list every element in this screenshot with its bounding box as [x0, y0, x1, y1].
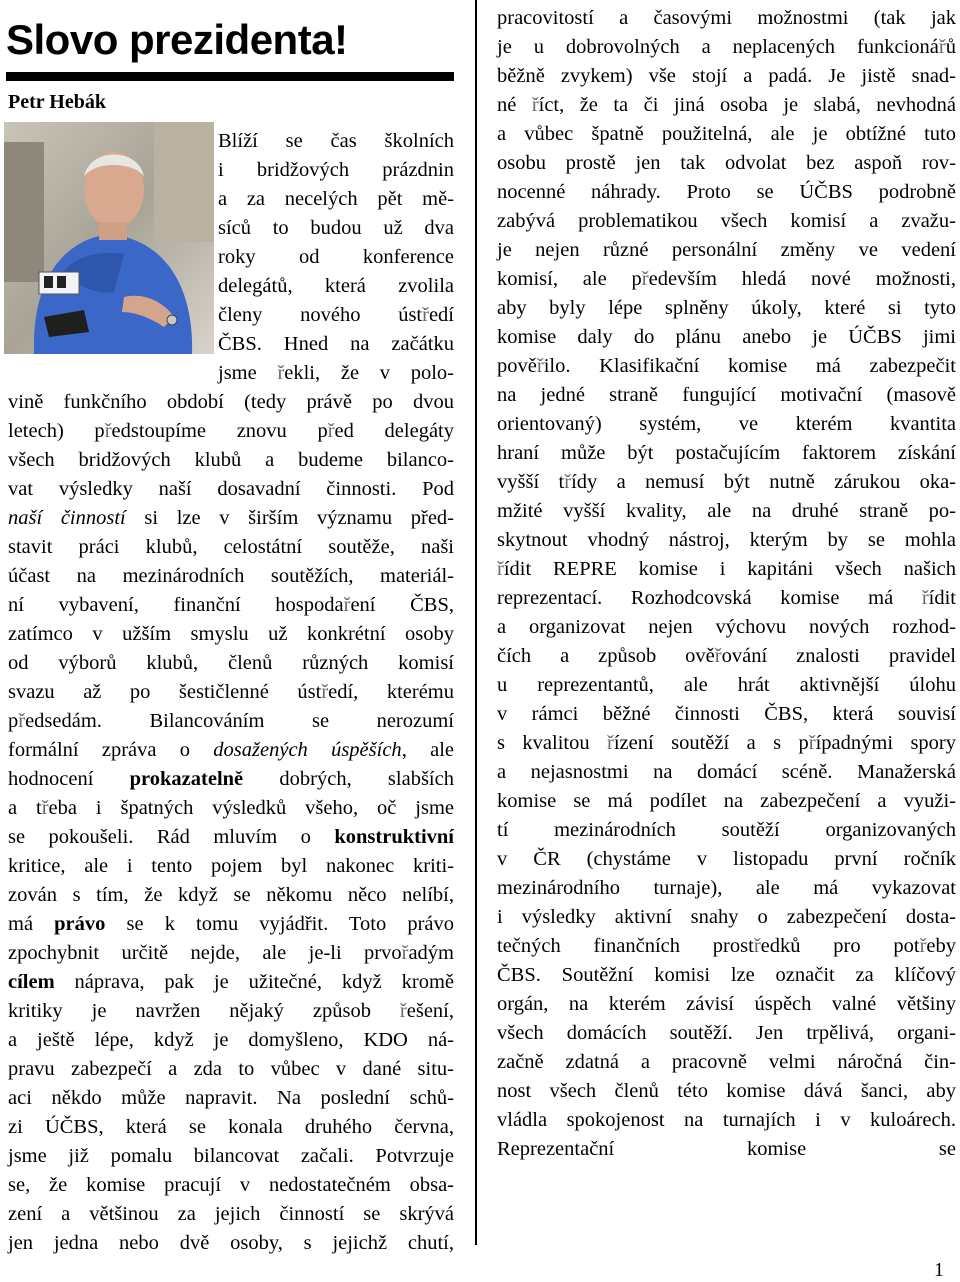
left-line-8: ČBS. Hned na začátku: [218, 333, 454, 355]
right-line-29: tí mezinárodních soutěží organizovaných: [497, 819, 956, 841]
left-line-3: a za necelých pět mě-: [218, 188, 454, 210]
column-divider: [475, 0, 477, 1245]
left-line-7: členy nového ústředí: [218, 304, 454, 326]
article-title: Slovo prezidenta!: [6, 16, 348, 63]
left-line-30: cílem náprava, pak je užitečné, když kromě: [8, 971, 454, 993]
title-rule: [6, 72, 454, 81]
left-line-33: pravu zabezpečí a zda to vůbec v dané situ-: [8, 1058, 454, 1080]
left-line-29: zpochybnit určitě nejde, ale je-li prvořadým: [8, 942, 454, 964]
left-line-19: od výborů klubů, členů různých komisí: [8, 652, 454, 674]
right-line-40: Reprezentační komise se: [497, 1138, 956, 1160]
right-line-15: orientovaný) systém, ve kterém kvantita: [497, 413, 956, 435]
left-line-1: Blíží se čas školních: [218, 130, 454, 152]
left-line-12: všech bridžových klubů a budeme bilanco-: [8, 449, 454, 471]
right-line-32: i výsledky aktivní snahy o zabezpečení dosta-: [497, 906, 956, 928]
left-line-26: kritice, ale i tento pojem byl nakonec kriti-: [8, 855, 454, 877]
right-line-16: hraní může být postačujícím faktorem získání: [497, 442, 956, 464]
author-name: Petr Hebák: [8, 91, 106, 113]
right-line-9: je nejen různé personální změny ve vedení: [497, 239, 956, 261]
left-line-2: i bridžových prázdnin: [218, 159, 454, 181]
left-line-27: zován s tím, že když se někomu něco nelíbí,: [8, 884, 454, 906]
right-line-25: v rámci běžné činnosti ČBS, která souvisí: [497, 703, 956, 725]
right-line-36: všech domácích soutěží. Jen trpělivá, organi-: [497, 1022, 956, 1044]
left-line-32: a ještě lépe, když je domyšleno, KDO ná-: [8, 1029, 454, 1051]
left-line-14: naší činností si lze v širším významu před-: [8, 507, 454, 529]
right-line-30: v ČR (chystáme v listopadu první ročník: [497, 848, 956, 870]
right-line-14: na jedné straně fungující motivační (masově: [497, 384, 956, 406]
right-line-1: pracovitostí a časovými možnostmi (tak jak: [497, 7, 956, 29]
page-number: 1: [934, 1259, 944, 1281]
left-line-11: letech) předstoupíme znovu před delegáty: [8, 420, 454, 442]
right-line-24: u reprezentantů, ale hrát aktivnější úlohu: [497, 674, 956, 696]
right-line-21: reprezentací. Rozhodcovská komise má řídit: [497, 587, 956, 609]
right-line-3: běžně zvykem) vše stojí a padá. Je jistě snad-: [497, 65, 956, 87]
right-line-8: zabývá problematikou všech komisí a zvažu-: [497, 210, 956, 232]
right-line-12: komise daly do plánu anebo je ÚČBS jimi: [497, 326, 956, 348]
left-line-39: jen jedna nebo dvě osoby, s jejichž chutí,: [8, 1232, 454, 1254]
left-line-38: zení a většinou za jejich činností se skrývá: [8, 1203, 454, 1225]
right-line-28: komise se má podílet na zabezpečení a využi-: [497, 790, 956, 812]
right-line-10: komisí, ale především hledá nové možnosti,: [497, 268, 956, 290]
left-line-18: zatímco v užším smyslu už konkrétní osoby: [8, 623, 454, 645]
right-line-20: řídit REPRE komise i kapitáni všech našich: [497, 558, 956, 580]
right-line-27: a nejasnostmi na domácí scéně. Manažerská: [497, 761, 956, 783]
right-line-7: nocenné náhrady. Proto se ÚČBS podrobně: [497, 181, 956, 203]
left-line-16: účast na mezinárodních soutěžích, materiál-: [8, 565, 454, 587]
left-line-25: se pokoušeli. Rád mluvím o konstruktivní: [8, 826, 454, 848]
right-line-39: vládla spokojenost na turnajích i v kuloárech.: [497, 1109, 956, 1131]
right-line-19: skytnout vhodný nástroj, kterým by se mohla: [497, 529, 956, 551]
right-line-33: tečných finančních prostředků pro potřeby: [497, 935, 956, 957]
left-line-9: jsme řekli, že v polo-: [218, 362, 454, 384]
left-line-5: roky od konference: [218, 246, 454, 268]
right-line-31: mezinárodního turnaje), ale má vykazovat: [497, 877, 956, 899]
right-line-4: né říct, že ta či jiná osoba je slabá, nevhodná: [497, 94, 956, 116]
right-line-18: mžité vyšší kvality, ale na druhé straně po-: [497, 500, 956, 522]
left-line-36: jsme již pomalu bilancovat začali. Potvrzuje: [8, 1145, 454, 1167]
left-line-35: zi ÚČBS, která se konala druhého června,: [8, 1116, 454, 1138]
right-line-11: aby byly lépe splněny úkoly, které si tyto: [497, 297, 956, 319]
right-line-17: vyšší třídy a nemusí být nutně zárukou oka-: [497, 471, 957, 493]
left-line-22: formální zpráva o dosažených úspěších, ale: [8, 739, 454, 761]
left-line-10: vině funkčního období (tedy právě po dvou: [8, 391, 454, 413]
left-line-31: kritiky je navržen nějaký způsob řešení,: [8, 1000, 454, 1022]
author-photo-image: [4, 122, 214, 354]
left-line-24: a třeba i špatných výsledků všeho, oč jsme: [8, 797, 454, 819]
left-line-34: aci někdo může napravit. Na poslední schů-: [8, 1087, 454, 1109]
left-line-13: vat výsledky naší dosavadní činnosti. Pod: [8, 478, 454, 500]
right-line-35: orgán, na kterém závisí úspěch valné většiny: [497, 993, 956, 1015]
left-line-37: se, že komise pracují v nedostatečném obsa-: [8, 1174, 454, 1196]
right-line-2: je u dobrovolných a neplacených funkcionářů: [497, 36, 956, 58]
left-line-6: delegátů, která zvolila: [218, 275, 454, 297]
right-line-34: ČBS. Soutěžní komisi lze označit za klíčový: [497, 964, 956, 986]
left-line-28: má právo se k tomu vyjádřit. Toto právo: [8, 913, 454, 935]
author-photo: [4, 122, 214, 354]
left-line-20: svazu až po šestičlenné ústředí, kterému: [8, 681, 454, 703]
left-line-21: předsedám. Bilancováním se nerozumí: [8, 710, 454, 732]
right-line-6: osobu prostě jen tak odvolat bez aspoň rov-: [497, 152, 956, 174]
right-line-26: s kvalitou řízení soutěží a s případnými spory: [497, 732, 957, 754]
left-line-15: stavit práci klubů, celostátní soutěže, naši: [8, 536, 454, 558]
right-line-22: a organizovat nejen výchovu nových rozhod-: [497, 616, 956, 638]
left-line-23: hodnocení prokazatelně dobrých, slabších: [8, 768, 454, 790]
right-line-5: a vůbec špatně použitelná, ale je obtížné tuto: [497, 123, 956, 145]
right-line-38: nost všech členů této komise dává šanci, aby: [497, 1080, 956, 1102]
left-line-17: ní vybavení, finanční hospodaření ČBS,: [8, 594, 454, 616]
right-line-23: čích a způsob ověřování znalosti pravidel: [497, 645, 956, 667]
right-line-13: pověřilo. Klasifikační komise má zabezpečit: [497, 355, 956, 377]
left-line-4: síců to budou už dva: [218, 217, 454, 239]
right-line-37: začně zdatná a pracovně velmi náročná čin-: [497, 1051, 956, 1073]
